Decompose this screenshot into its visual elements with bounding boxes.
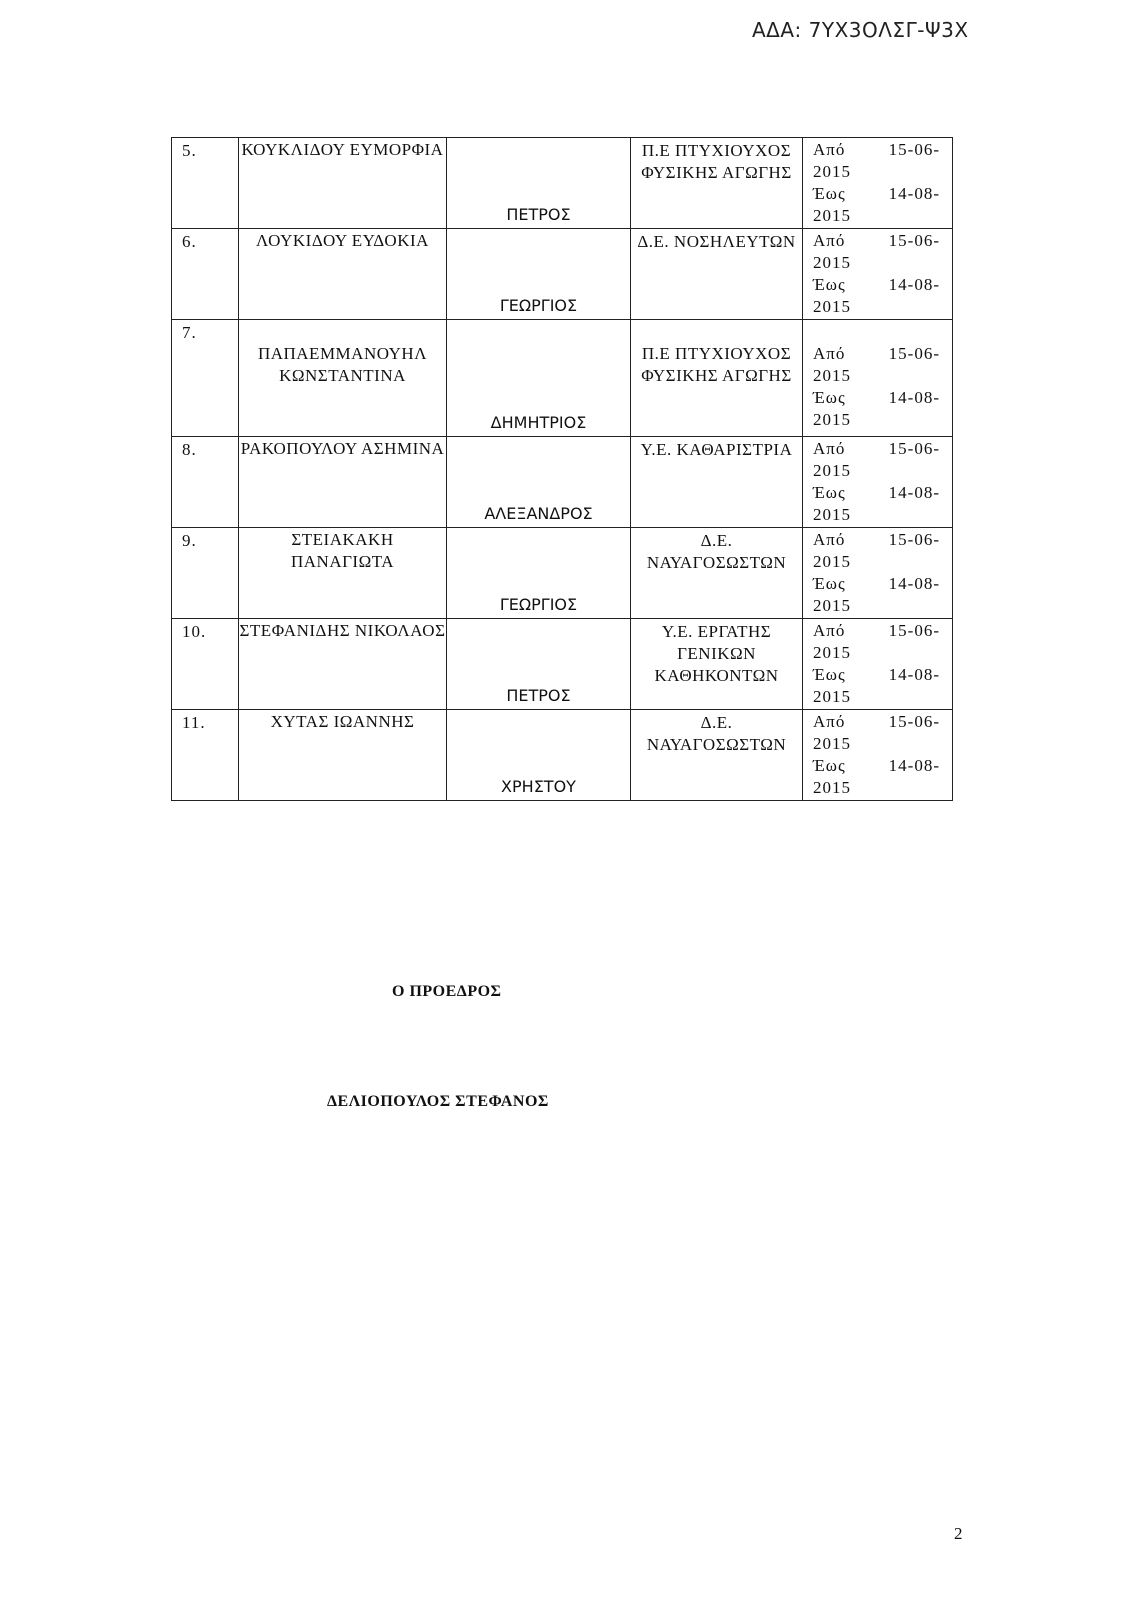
- father-name-cell: [447, 437, 631, 528]
- father-name: ΓΕΩΡΓΙΟΣ: [499, 296, 578, 315]
- father-name: ΠΕΤΡΟΣ: [506, 686, 571, 705]
- to-year: 2015: [813, 206, 851, 225]
- row-number: 10.: [172, 619, 239, 710]
- ada-document-code: ΑΔΑ: 7ΥΧ3ΟΛΣΓ-Ψ3Χ: [752, 18, 969, 42]
- from-date: 15-06-: [888, 621, 940, 640]
- to-year: 2015: [813, 596, 851, 615]
- to-label: Έως: [813, 665, 846, 684]
- from-year: 2015: [813, 461, 851, 480]
- table-row: [172, 138, 953, 229]
- to-label: Έως: [813, 184, 846, 203]
- father-name-cell: [447, 710, 631, 801]
- from-label: Από: [813, 530, 846, 549]
- to-date: 14-08-: [888, 275, 940, 294]
- from-label: Από: [813, 439, 846, 458]
- president-name: ΔΕΛΙΟΠΟΥΛΟΣ ΣΤΕΦΑΝΟΣ: [327, 1093, 549, 1110]
- father-name-cell: [447, 320, 631, 437]
- to-label: Έως: [813, 756, 846, 775]
- father-name: ΧΡΗΣΤΟΥ: [501, 777, 576, 796]
- employment-period: [803, 619, 953, 710]
- from-year: 2015: [813, 162, 851, 181]
- father-name-cell: [447, 138, 631, 229]
- from-date: 15-06-: [888, 344, 940, 363]
- specialty: Υ.Ε. ΚΑΘΑΡΙΣΤΡΙΑ: [631, 437, 803, 528]
- from-label: Από: [813, 140, 846, 159]
- employment-period: [803, 528, 953, 619]
- table-row: [172, 437, 953, 528]
- employment-period: [803, 710, 953, 801]
- employee-name: ΧΥΤΑΣ ΙΩΑΝΝΗΣ: [239, 710, 447, 801]
- employee-name: ΚΟΥΚΛΙΔΟΥ ΕΥΜΟΡΦΙΑ: [239, 138, 447, 229]
- to-year: 2015: [813, 410, 851, 429]
- from-date: 15-06-: [888, 712, 940, 731]
- father-name: ΔΗΜΗΤΡΙΟΣ: [490, 413, 587, 432]
- specialty: Δ.Ε. ΝΑΥΑΓΟΣΩΣΤΩΝ: [631, 528, 803, 619]
- employment-period: [803, 138, 953, 229]
- to-year: 2015: [813, 505, 851, 524]
- to-year: 2015: [813, 687, 851, 706]
- to-date: 14-08-: [888, 388, 940, 407]
- employee-name: ΠΑΠΑΕΜΜΑΝΟΥΗΛ ΚΩΝΣΤΑΝΤΙΝΑ: [239, 320, 447, 437]
- specialty: Δ.Ε. ΝΟΣΗΛΕΥΤΩΝ: [631, 229, 803, 320]
- row-number: 6.: [172, 229, 239, 320]
- table-row: [172, 528, 953, 619]
- employee-name: ΡΑΚΟΠΟΥΛΟΥ ΑΣΗΜΙΝΑ: [239, 437, 447, 528]
- to-label: Έως: [813, 388, 846, 407]
- row-number: 5.: [172, 138, 239, 229]
- from-year: 2015: [813, 253, 851, 272]
- from-year: 2015: [813, 734, 851, 753]
- specialty: Π.Ε ΠΤΥΧΙΟΥΧΟΣ ΦΥΣΙΚΗΣ ΑΓΩΓΗΣ: [631, 320, 803, 437]
- specialty: Υ.Ε. ΕΡΓΑΤΗΣ ΓΕΝΙΚΩΝ ΚΑΘΗΚΟΝΤΩΝ: [631, 619, 803, 710]
- employment-period: [803, 320, 953, 437]
- row-number: 7.: [172, 320, 239, 437]
- father-name: ΑΛΕΞΑΝΔΡΟΣ: [484, 504, 593, 523]
- staff-table: [171, 137, 953, 801]
- to-date: 14-08-: [888, 574, 940, 593]
- from-year: 2015: [813, 366, 851, 385]
- from-year: 2015: [813, 643, 851, 662]
- to-year: 2015: [813, 778, 851, 797]
- from-year: 2015: [813, 552, 851, 571]
- president-title: Ο ΠΡΟΕΔΡΟΣ: [392, 983, 502, 1000]
- table-row: [172, 710, 953, 801]
- from-date: 15-06-: [888, 231, 940, 250]
- employee-name: ΣΤΕΙΑΚΑΚΗ ΠΑΝΑΓΙΩΤΑ: [239, 528, 447, 619]
- table-row: [172, 619, 953, 710]
- father-name: ΠΕΤΡΟΣ: [506, 205, 571, 224]
- father-name: ΓΕΩΡΓΙΟΣ: [499, 595, 578, 614]
- from-date: 15-06-: [888, 530, 940, 549]
- specialty: Δ.Ε. ΝΑΥΑΓΟΣΩΣΤΩΝ: [631, 710, 803, 801]
- employee-name: ΣΤΕΦΑΝΙΔΗΣ ΝΙΚΟΛΑΟΣ: [239, 619, 447, 710]
- father-name-cell: [447, 229, 631, 320]
- table-row: [172, 320, 953, 437]
- table-row: [172, 229, 953, 320]
- employment-period: [803, 229, 953, 320]
- employee-name: ΛΟΥΚΙΔΟΥ ΕΥΔΟΚΙΑ: [239, 229, 447, 320]
- from-label: Από: [813, 231, 846, 250]
- to-date: 14-08-: [888, 184, 940, 203]
- employment-period: [803, 437, 953, 528]
- to-date: 14-08-: [888, 756, 940, 775]
- father-name-cell: [447, 619, 631, 710]
- specialty: Π.Ε ΠΤΥΧΙΟΥΧΟΣ ΦΥΣΙΚΗΣ ΑΓΩΓΗΣ: [631, 138, 803, 229]
- from-label: Από: [813, 344, 846, 363]
- to-label: Έως: [813, 275, 846, 294]
- row-number: 11.: [172, 710, 239, 801]
- father-name-cell: [447, 528, 631, 619]
- from-label: Από: [813, 621, 846, 640]
- to-label: Έως: [813, 574, 846, 593]
- from-date: 15-06-: [888, 140, 940, 159]
- to-date: 14-08-: [888, 665, 940, 684]
- to-date: 14-08-: [888, 483, 940, 502]
- to-label: Έως: [813, 483, 846, 502]
- from-date: 15-06-: [888, 439, 940, 458]
- to-year: 2015: [813, 297, 851, 316]
- from-label: Από: [813, 712, 846, 731]
- page-number: 2: [954, 1524, 963, 1543]
- row-number: 9.: [172, 528, 239, 619]
- row-number: 8.: [172, 437, 239, 528]
